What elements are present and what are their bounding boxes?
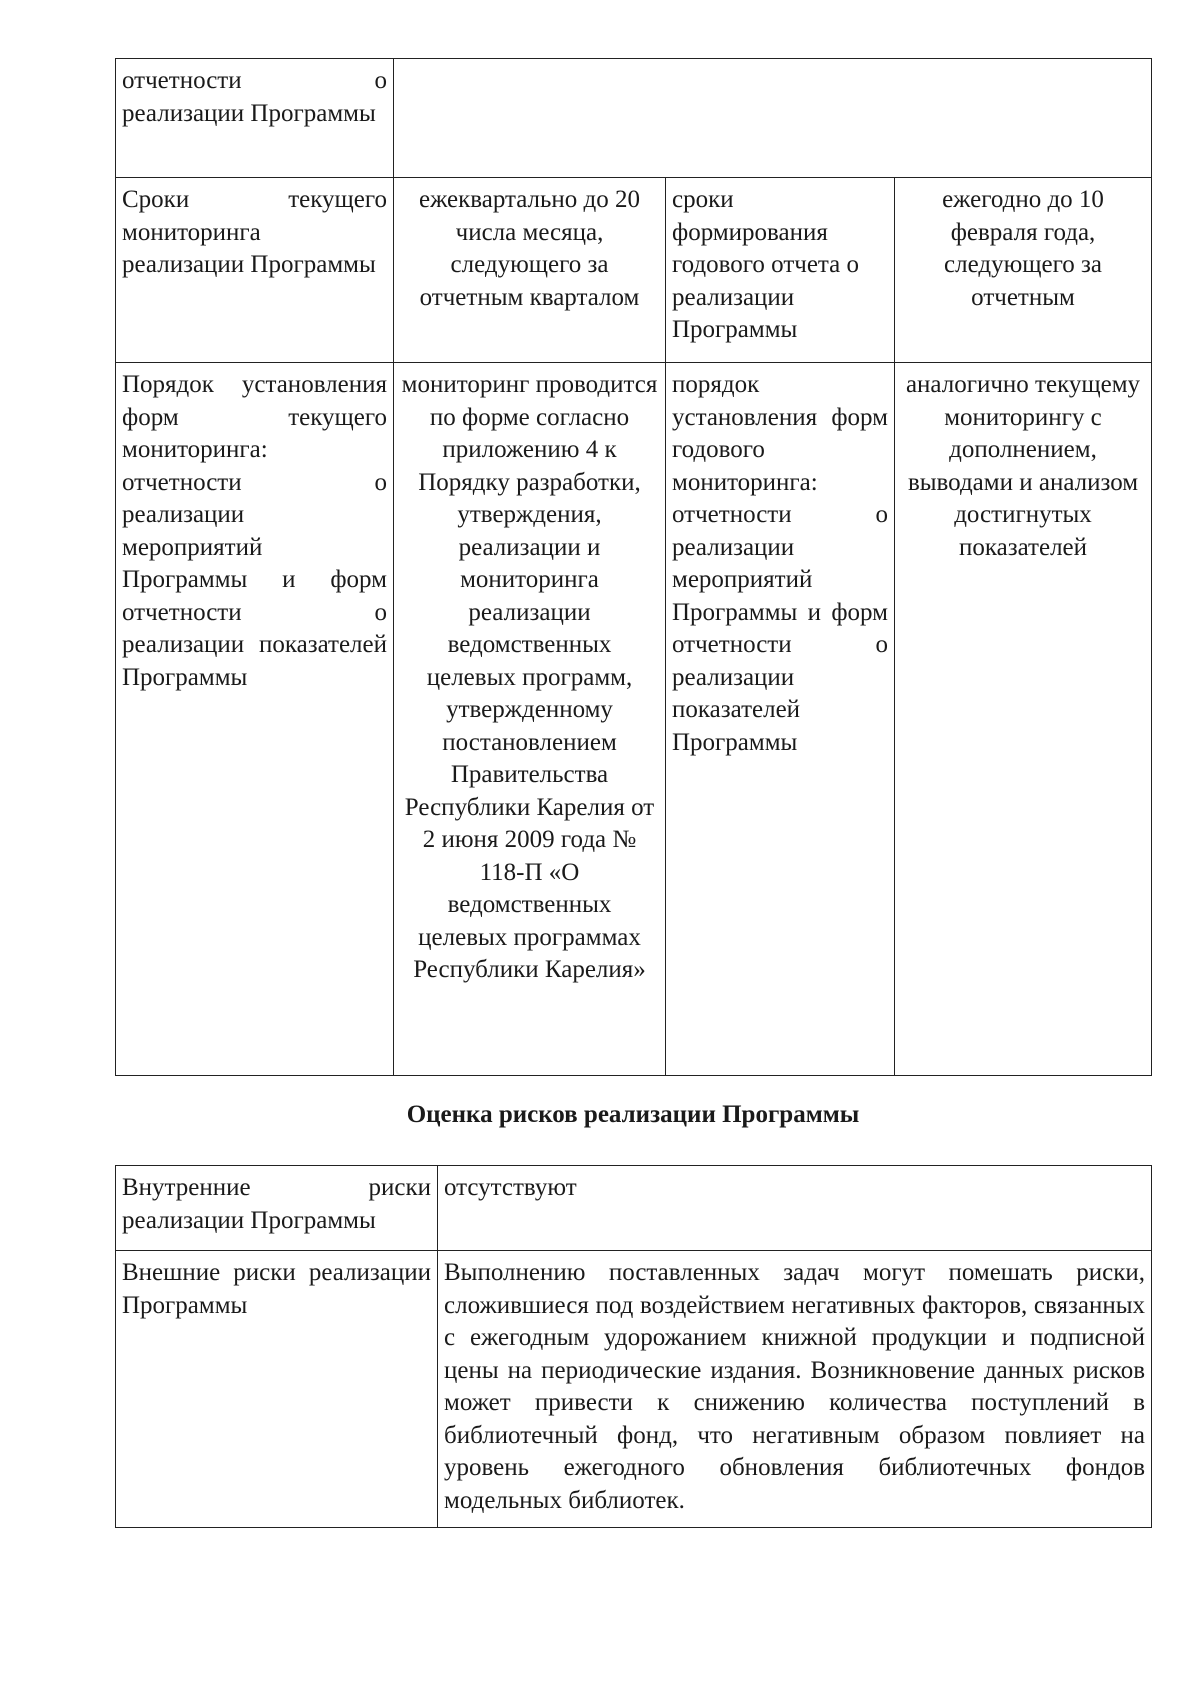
external-risks-label: Внешние риски реализации Программы — [116, 1251, 438, 1528]
annual-report-deadline-label: сроки формирования годового отчета о реализации Программы — [666, 178, 895, 363]
table-row — [116, 363, 1152, 1076]
annual-report-deadline-value: ежегодно до 10 февраля года, следующего за отчетным — [895, 178, 1152, 363]
reporting-label-cell: отчетности о реализации Программы — [116, 59, 394, 178]
reporting-value-cell — [394, 59, 1152, 178]
internal-risks-value: отсутствуют — [438, 1166, 1152, 1251]
current-monitoring-deadline-value: ежеквартально до 20 числа месяца, следующего за отчетным кварталом — [394, 178, 666, 363]
table-row — [116, 178, 1152, 363]
annual-monitoring-forms-label: порядок установления форм годового мониторинга: отчетности о реализации мероприятий Программы и форм отчетности о реализации показателей Программы — [666, 363, 895, 1076]
section-title: Оценка рисков реализации Программы — [406, 1101, 860, 1128]
external-risks-value: Выполнению поставленных задач могут помешать риски, сложившиеся под воздействием негативных факторов, связанных с ежегодным удорожанием книжной продукции и подписной цены на периодические издания. Возникновение данных рисков может привести к снижению количества поступлений в библиотечный фонд, что негативным образом повлияет на уровень ежегодного обновления библиотечных фондов модельных библиотек. — [438, 1251, 1152, 1528]
table-row — [116, 1251, 1152, 1528]
current-monitoring-forms-value: мониторинг проводится по форме согласно приложению 4 к Порядку разработки, утверждения, реализации и мониторинга реализации ведомственных целевых программ, утвержденному постановлением Правительства Республики Карелия от 2 июня 2009 года № 118-П «О ведомственных целевых программах Республики Карелия» — [394, 363, 666, 1076]
current-monitoring-deadline-label: Сроки текущего мониторинга реализации Программы — [116, 178, 394, 363]
table-row — [116, 1166, 1152, 1251]
monitoring-table — [115, 58, 1152, 1076]
table-row — [116, 59, 1152, 178]
internal-risks-label: Внутренние риски реализации Программы — [116, 1166, 438, 1251]
current-monitoring-forms-label: Порядок установления форм текущего мониторинга: отчетности о реализации мероприятий Программы и форм отчетности о реализации показателей Программы — [116, 363, 394, 1076]
risks-table — [115, 1165, 1152, 1528]
annual-monitoring-forms-value: аналогично текущему мониторингу с дополнением, выводами и анализом достигнутых показателей — [895, 363, 1152, 1076]
